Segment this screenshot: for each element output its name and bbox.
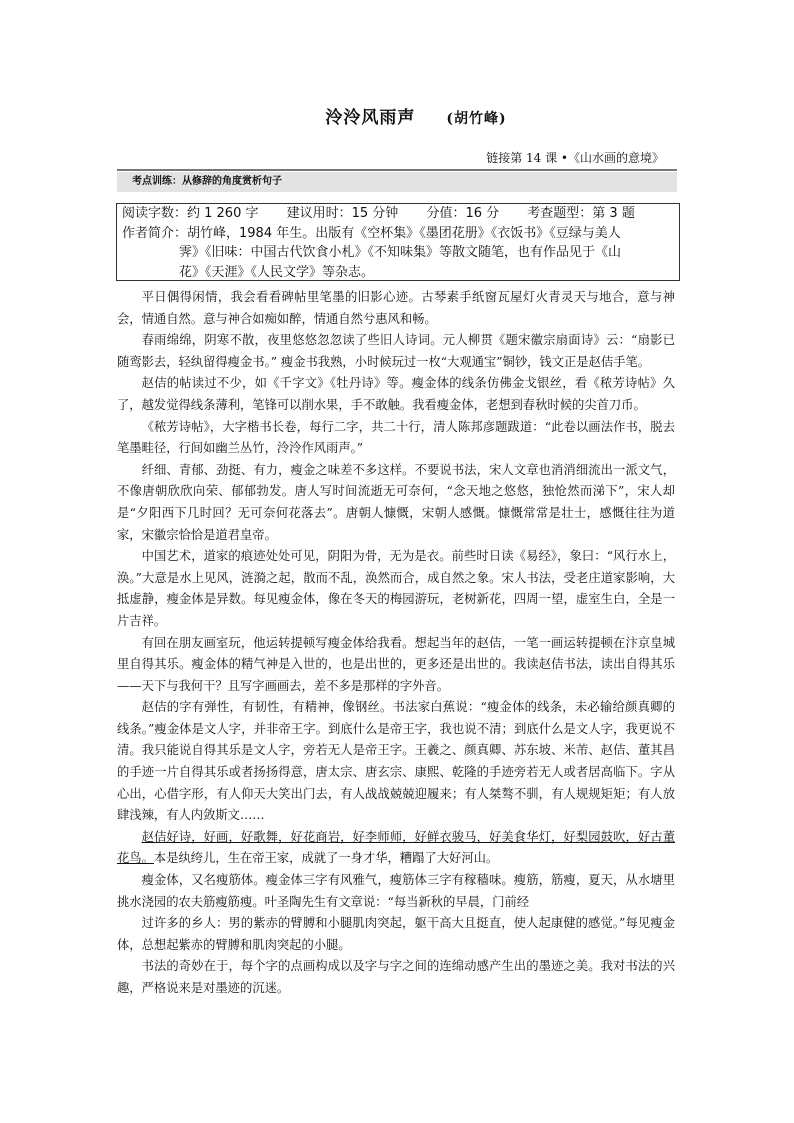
paragraph: 纤细、青郁、劲挺、有力，瘦金之味差不多这样。不要说书法，宋人文章也消消细流出一派文气，不像唐朝欣欣向荣、郁郁勃发。唐人写时间流逝无可奈何，“念天地之悠悠，独怆然而涕下”，宋人却是“夕阳西下几时回？无可奈何花落去”。唐朝人慷慨，宋朝人感慨。慷慨常常是壮士，感慨往往为道家，宋徽宗恰恰是道君皇帝。 xyxy=(117,462,675,542)
paragraph: 过许多的乡人：男的紫赤的臂膊和小腿肌肉突起，躯干高大且挺直，使人起康健的感觉。”每见瘦金体，总想起紫赤的臂膊和肌肉突起的小腿。 xyxy=(117,916,675,952)
paragraph: 春雨绵绵，阴寒不散，夜里悠悠忽忽读了些旧人诗词。元人柳贯《题宋徽宗扇面诗》云：“扇影已随鸾影去，轻纨留得瘦金书。” 瘦金书我熟，小时候玩过一枚“大观通宝”铜钞，钱文正是赵佶手笔。 xyxy=(117,333,675,369)
lesson-link: 链接第 14 课 •《山水画的意境》 xyxy=(486,151,664,165)
author-intro-line3: 花》《天涯》《人民文学》等杂志。 xyxy=(179,264,375,280)
paragraph: 赵佶的帖读过不少，如《千字文》《牡丹诗》等。瘦金体的线条仿佛金戈银丝，看《秾芳诗帖》久了，越发觉得线条薄利，笔锋可以削水果，手不敢触。我看瘦金体，老想到春秋时候的尖首刀币。 xyxy=(117,376,675,412)
author-intro-line2: 霁》《旧味：中国古代饮食小札》《不知味集》等散文随笔，也有作品见于《山 xyxy=(179,245,622,260)
paragraph-underlined xyxy=(117,827,675,870)
suggested-time: 建议用时：15 分钟 xyxy=(286,206,399,221)
paragraph: 赵佶的字有弹性，有韧性，有精神，像钢丝。书法家白蕉说：“瘦金体的线条，未必输给颜真卿的线条。”瘦金体是文人字，并非帝王字。到底什么是帝王字，我也说不清；到底什么是文人字，我更说不清。我只能说自得其乐是文人字，旁若无人是帝王字。王羲之、颜真卿、苏东坡、米芾、赵佶、董其昌的手迹一片自得其乐或者扬扬得意，唐太宗、唐玄宗、康熙、乾隆的手迹旁若无人或者居高临下。字从心出，心借字形，有人仰天大笑出门去，有人战战兢兢迎履来；有人桀骜不驯，有人规规矩矩；有人放肆浅辣，有人内敛斯文…… xyxy=(117,700,675,823)
author-name: (胡竹峰) xyxy=(446,111,507,127)
question-type: 考查题型：第 3 题 xyxy=(527,206,635,221)
article-body xyxy=(117,287,675,1000)
paragraph: 有回在朋友画室玩，他运转提顿写瘦金体给我看。想起当年的赵佶，一笔一画运转提顿在汴京皇城里自得其乐。瘦金体的精气神是入世的，也是出世的，更多还是出世的。我读赵佶书法，读出自得其乐——天下与我何干？且写字画画去，差不多是那样的字外音。 xyxy=(117,635,675,693)
article-title xyxy=(0,103,794,128)
word-count: 阅读字数：约 1 260 字 xyxy=(122,206,259,221)
reading-stats xyxy=(122,204,679,224)
title-text: 泠泠风雨声 xyxy=(325,108,416,128)
paragraph: 中国艺术，道家的痕迹处处可见，阴阳为骨，无为是衣。前些时日读《易经》，象曰：“风行水上，涣。”大意是水上见风，涟漪之起，散而不乱，涣然而合，成自然之象。宋人书法，受老庄道家影响，大抵虚静，瘦金体是异数。每见瘦金体，像在冬天的梅园游玩，老树新花，四周一望，虚室生白，全是一片吉祥。 xyxy=(117,549,675,628)
exam-point-bar xyxy=(117,172,677,192)
score: 分值：16 分 xyxy=(426,206,500,221)
paragraph: 平日偶得闲情，我会看看碑帖里笔墨的旧影心迹。古琴素手纸窗瓦屋灯火青灵天与地合，意与神会，情通自然。意与神合如痴如醉，情通自然兮惠风和畅。 xyxy=(117,290,675,326)
paragraph-tail: 本是纨绔儿，生在帝王家，成就了一身才华，糟蹋了大好河山。 xyxy=(153,851,499,866)
paragraph: 瘦金体，又名瘦筋体。瘦金体三字有风雅气，瘦筋体三字有稼穑味。瘦筋，筋瘦，夏天，从水塘里挑水浇园的农夫筋瘦筋瘦。叶圣陶先生有文章说：“每当新秋的早晨，门前经 xyxy=(117,873,675,909)
header-rule xyxy=(117,169,677,171)
paragraph: 《秾芳诗帖》，大字楷书长卷，每行二字，共二十行，清人陈邦彦题跋道：“此卷以画法作书，脱去笔墨畦径，行间如幽兰丛竹，泠泠作风雨声。” xyxy=(117,419,675,456)
underlined-sentence: 赵佶好诗，好画，好歌舞，好花商岩，好李师师，好鲜衣骏马，好美食华灯，好梨园鼓吹，好古董花鸟。 xyxy=(117,829,675,866)
paragraph: 书法的奇妙在于，每个字的点画构成以及字与字之间的连绵动感产生出的墨迹之美。我对书法的兴趣，严格说来是对墨迹的沉迷。 xyxy=(117,959,675,995)
exam-point-text: 考点训练：从修辞的角度赏析句子 xyxy=(132,176,282,187)
reading-info-box xyxy=(116,203,680,281)
author-intro-line1: 作者简介：胡竹峰，1984 年生。出版有《空杯集》《墨团花册》《衣饭书》《豆绿与美人 xyxy=(122,225,621,241)
